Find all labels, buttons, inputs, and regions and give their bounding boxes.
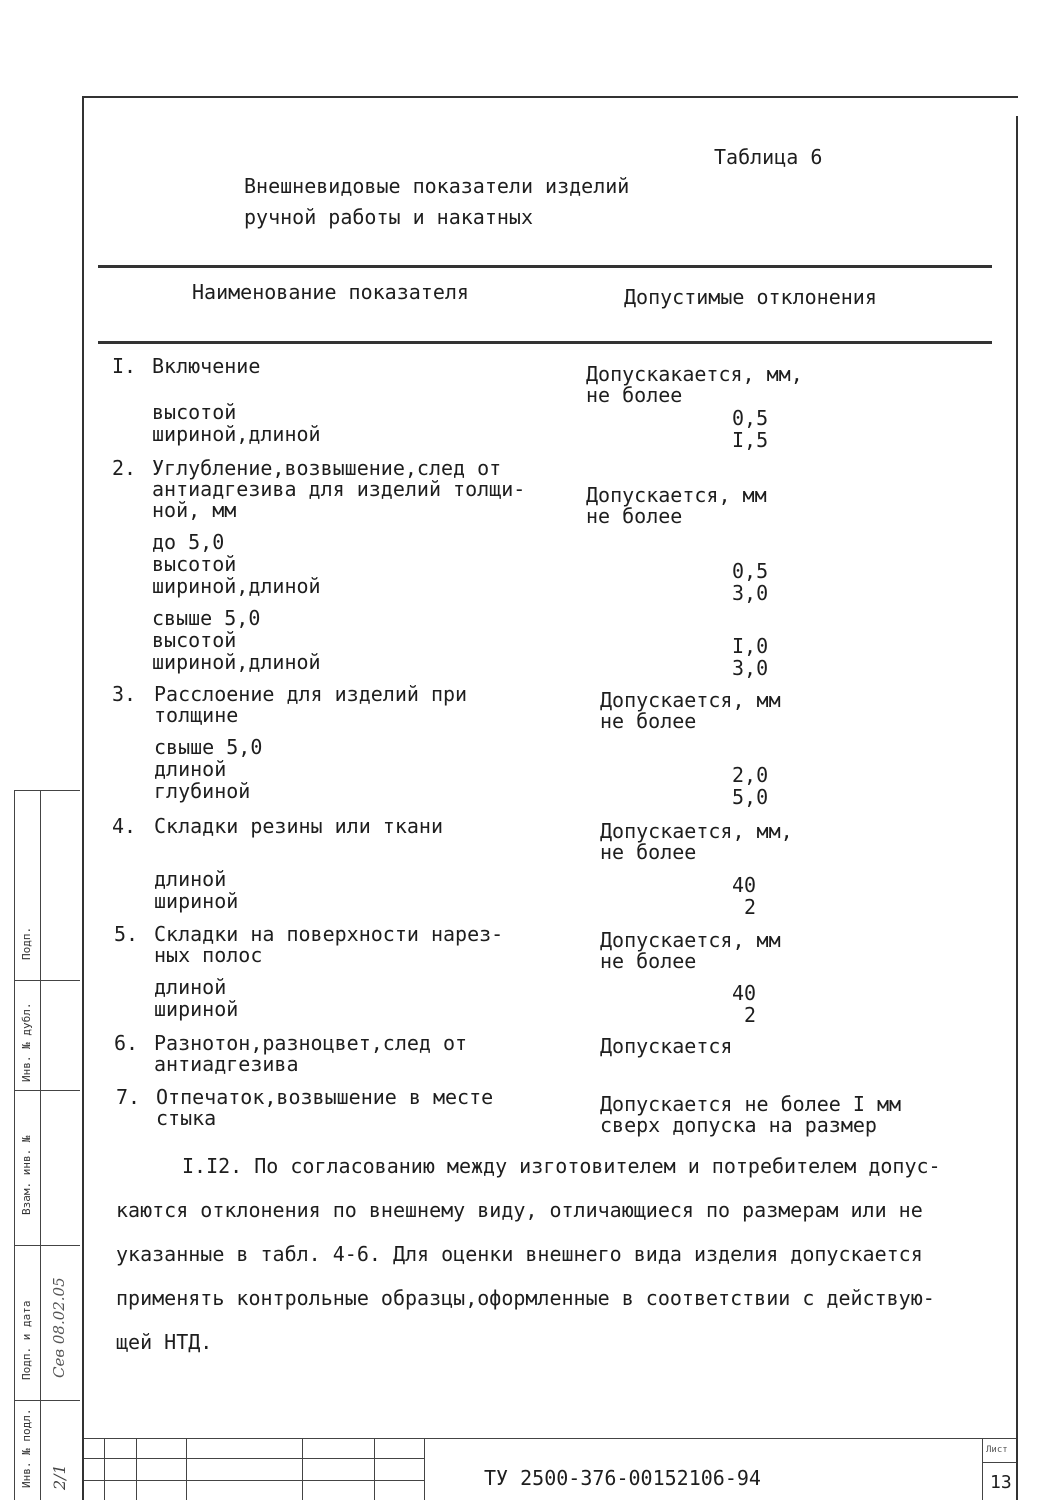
row-value: I,5 — [732, 428, 769, 452]
row-label: Углубление,возвышение,след от — [152, 456, 502, 480]
row-sub-label: шириной — [154, 997, 239, 1021]
row-deviation: Допускается, мм — [600, 928, 781, 952]
row-sub-label: свыше 5,0 — [152, 606, 261, 630]
row-number: 5. — [114, 922, 139, 946]
row-sub-label: длиной — [154, 867, 227, 891]
row-sub-label: шириной,длиной — [152, 650, 321, 674]
row-sub-label: длиной — [154, 757, 227, 781]
bottom-stamp-top-line — [84, 1438, 1016, 1439]
side-label-inv-dubl: Инв. № дубл. — [20, 1002, 33, 1082]
row-deviation: не более — [600, 840, 697, 864]
row-label: Отпечаток,возвышение в месте — [156, 1085, 494, 1109]
frame-right-line — [1016, 116, 1018, 1500]
side-label-inv: Инв. № подл. — [20, 1408, 33, 1488]
row-deviation: не более — [600, 949, 697, 973]
column-header-name: Наименование показателя — [192, 280, 469, 304]
row-sub-label: шириной,длиной — [152, 574, 321, 598]
side-stamp-line — [14, 1400, 80, 1401]
row-label: Включение — [152, 354, 261, 378]
row-number: I. — [112, 354, 137, 378]
bottom-stamp-col — [374, 1438, 375, 1500]
handwritten-signature: Сев 08.02.05 — [50, 1277, 68, 1378]
row-number: 4. — [112, 814, 137, 838]
table-title-line1: Внешневидовые показатели изделий — [244, 174, 630, 198]
side-label-vzam: Взам. инв. № — [20, 1135, 33, 1215]
row-value: 0,5 — [732, 406, 769, 430]
bottom-stamp-col — [424, 1438, 425, 1500]
side-label-podp-data: Подп. и дата — [20, 1300, 33, 1380]
row-deviation: сверх допуска на размер — [600, 1113, 877, 1137]
row-number: 3. — [112, 682, 137, 706]
frame-top-line — [82, 96, 1018, 98]
side-label-podp: Подп. — [20, 926, 33, 960]
row-sub-label: высотой — [152, 552, 237, 576]
paragraph-line: каются отклонения по внешнему виду, отличающиеся по размерам или не — [116, 1198, 923, 1222]
row-sub-label: высотой — [152, 400, 237, 424]
paragraph-line: указанные в табл. 4-6. Для оценки внешнего вида изделия допускается — [116, 1242, 923, 1266]
side-stamp-line — [14, 1090, 80, 1091]
row-value: 3,0 — [732, 581, 769, 605]
row-sub-label: глубиной — [154, 779, 251, 803]
row-value: 40 — [732, 981, 757, 1005]
row-value: I,0 — [732, 634, 769, 658]
row-value: 5,0 — [732, 785, 769, 809]
bottom-stamp-line — [84, 1480, 424, 1481]
row-label: антиадгезива — [154, 1052, 299, 1076]
frame-left-line — [82, 96, 84, 1500]
row-sub-label: до 5,0 — [152, 530, 225, 554]
row-label: толщине — [154, 703, 239, 727]
row-deviation: не более — [600, 709, 697, 733]
side-stamp-line — [14, 790, 80, 791]
row-label: Складки на поверхности нарез- — [154, 922, 504, 946]
row-label: ной, мм — [152, 498, 237, 522]
row-deviation: Допускается, мм, — [600, 819, 793, 843]
bottom-stamp-col — [104, 1438, 105, 1500]
row-value: 3,0 — [732, 656, 769, 680]
side-stamp-border — [40, 790, 41, 1500]
side-stamp-line — [14, 1245, 80, 1246]
row-value: 2 — [744, 895, 757, 919]
sheet-number: 13 — [990, 1472, 1012, 1493]
paragraph-line: применять контрольные образцы,оформленные в соответствии с действую- — [116, 1286, 935, 1310]
row-deviation: не более — [586, 504, 683, 528]
row-sub-label: шириной — [154, 889, 239, 913]
row-value: 0,5 — [732, 559, 769, 583]
bottom-stamp-col — [136, 1438, 137, 1500]
row-sub-label: свыше 5,0 — [154, 735, 263, 759]
row-deviation: Допускается, мм — [586, 483, 767, 507]
row-number: 6. — [114, 1031, 139, 1055]
row-value: 2,0 — [732, 763, 769, 787]
table-title-line2: ручной работы и накатных — [244, 205, 533, 229]
bottom-stamp-col — [982, 1438, 983, 1500]
row-deviation: Допускакается, мм, — [586, 362, 803, 386]
row-deviation: не более — [586, 383, 683, 407]
handwritten-inv-number: 2/1 — [50, 1464, 69, 1490]
row-deviation: Допускается не более I мм — [600, 1092, 902, 1116]
row-sub-label: шириной,длиной — [152, 422, 321, 446]
row-deviation: Допускается, мм — [600, 688, 781, 712]
row-number: 7. — [116, 1085, 141, 1109]
row-number: 2. — [112, 456, 137, 480]
side-stamp-border — [14, 790, 15, 1500]
row-label: стыка — [156, 1106, 217, 1130]
row-label: антиадгезива для изделий толщи- — [152, 477, 526, 501]
bottom-stamp-col — [302, 1438, 303, 1500]
row-label: Разнотон,разноцвет,след от — [154, 1031, 468, 1055]
table-top-rule — [98, 265, 992, 268]
side-stamp-line — [14, 980, 80, 981]
row-value: 40 — [732, 873, 757, 897]
bottom-stamp-line — [982, 1462, 1016, 1463]
table-label: Таблица 6 — [714, 145, 823, 169]
column-header-deviation: Допустимые отклонения — [624, 285, 877, 309]
paragraph-line: щей НТД. — [116, 1330, 213, 1354]
row-value: 2 — [744, 1003, 757, 1027]
paragraph-line: I.I2. По согласованию между изготовителем и потребителем допус- — [182, 1154, 941, 1178]
row-label: Расслоение для изделий при — [154, 682, 468, 706]
row-sub-label: высотой — [152, 628, 237, 652]
sheet-label: Лист — [986, 1445, 1008, 1455]
row-label: ных полос — [154, 943, 263, 967]
bottom-stamp-line — [84, 1458, 424, 1459]
row-sub-label: длиной — [154, 975, 227, 999]
document-code: ТУ 2500-376-00152106-94 — [484, 1466, 761, 1490]
bottom-stamp-col — [186, 1438, 187, 1500]
row-label: Складки резины или ткани — [154, 814, 443, 838]
table-header-rule — [98, 341, 992, 344]
row-deviation: Допускается — [600, 1034, 733, 1058]
